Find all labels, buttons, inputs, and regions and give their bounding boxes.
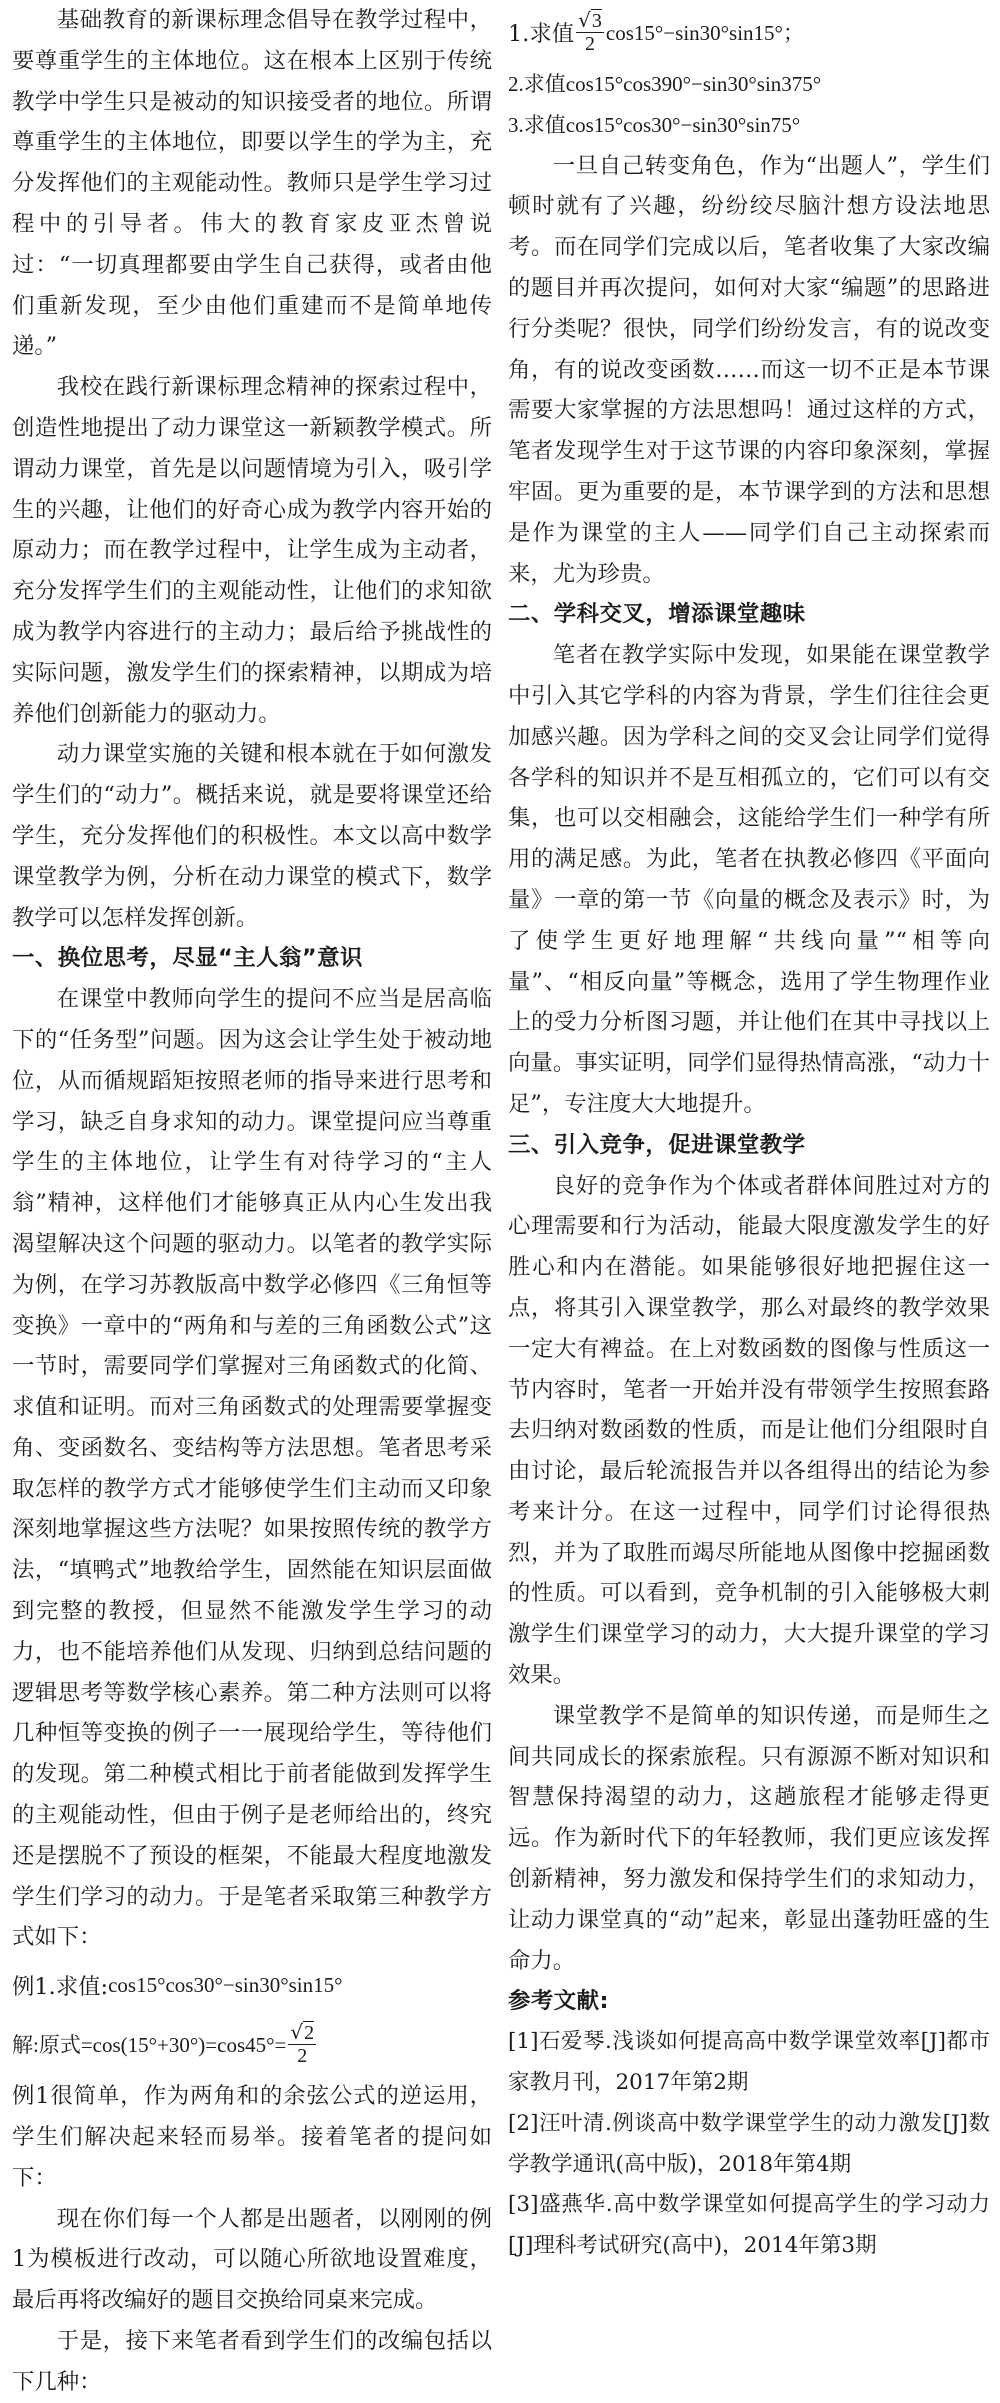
section-heading-3: 三、引入竞争，促进课堂教学 bbox=[508, 1131, 806, 1158]
reference-item: [2]汪叶清.例谈高中数学课堂学生的动力激发[J]数学教学通讯(高中版)，2018年第4期 bbox=[508, 2110, 990, 2177]
example-1-comment: 例1很简单，作为两角和的余弦公式的逆运用，学生们解决起来轻而易举。接着笔者的提问如下： bbox=[12, 2083, 492, 2191]
example-1-solution bbox=[12, 2012, 492, 2076]
example-1-label: 例1.求值: bbox=[12, 1974, 109, 2001]
variant-question-3: 3.求值cos15°cos30°−sin30°sin75° bbox=[508, 112, 801, 137]
references-list bbox=[508, 2022, 990, 2267]
sqrt-icon: √ bbox=[290, 2020, 304, 2045]
dynamic-classroom-paragraph: 我校在践行新课标理念精神的探索过程中，创造性地提出了动力课堂这一新颖教学模式。所谓动力课堂，首先是以问题情境为引入，吸引学生的兴趣，让他们的好奇心成为教学内容开始的原动力；而在教学过程中，让学生成为主动者，充分发挥学生们的主观能动性，让他们的求知欲成为教学内容进行的主动力；最后给予挑战性的实际问题，激发学生们的探索精神，以期成为培养他们创新能力的驱动力。 bbox=[12, 374, 492, 727]
reference-item: [1]石爱琴.浅谈如何提高高中数学课堂效率[J]都市家教月刊，2017年第2期 bbox=[508, 2029, 990, 2096]
section1-paragraph: 在课堂中教师向学生的提问不应当是居高临下的“任务型”问题。因为这会让学生处于被动地位，从而循规蹈矩按照老师的指导来进行思考和学习，缺乏自身求知的动力。课堂提问应当尊重学生的主体地位，让学生有对待学习的“主人翁”精神，这样他们才能够真正从内心生发出我渴望解决这个问题的驱动力。以笔者的教学实际为例，在学习苏教版高中数学必修四《三角恒等变换》一章中的“两角和与差的三角函数公式”这一节时，需要同学们掌握对三角函数式的化简、求值和证明。而对三角函数式的处理需要掌握变角、变函数名、变结构等方法思想。笔者思考采取怎样的教学方式才能够使学生们主动而又印象深刻地掌握这些方法呢？如果按照传统的教学方法，“填鸭式”地教给学生，固然能在知识层面做到完整的教授，但显然不能激发学生学习的动力，也不能培养他们从发现、归纳到总结问题的逻辑思考等数学核心素养。第二种方法则可以将几种恒等变换的例子一一展现给学生，等待他们的发现。第二种模式相比于前者能做到发挥学生的主观能动性，但由于例子是老师给出的，终究还是摆脱不了预设的框架，不能最大程度地激发学生们学习的动力。于是笔者采取第三种教学方式如下： bbox=[12, 986, 492, 1951]
example-1 bbox=[12, 1958, 492, 2012]
solution-numerator: 2 bbox=[304, 2022, 315, 2045]
conclusion-paragraph: 课堂教学不是简单的知识传递，而是师生之间共同成长的探索旅程。只有源源不断对知识和智慧保持渴望的动力，这趟旅程才能够走得更远。作为新时代下的年轻教师，我们更应该发挥创新精神，努力激发和保持学生们的求知动力，让动力课堂真的“动”起来，彰显出蓬勃旺盛的生命力。 bbox=[508, 1702, 990, 1974]
key-motivation-paragraph: 动力课堂实施的关键和根本就在于如何激发学生们的“动力”。概括来说，就是要将课堂还给学生，充分发挥他们的积极性。本文以高中数学课堂教学为例，分析在动力课堂的模式下，数学教学可以怎样发挥创新。 bbox=[12, 741, 492, 931]
variant-1-denominator: 2 bbox=[585, 33, 596, 55]
sqrt-icon: √ bbox=[578, 8, 591, 32]
example-1-expression: cos15°cos30°−sin30°sin15° bbox=[108, 1972, 343, 1997]
left-column bbox=[12, 0, 492, 2403]
section-heading-2: 二、学科交叉，增添课堂趣味 bbox=[508, 601, 806, 628]
sqrt2-over-2-fraction bbox=[288, 2021, 316, 2067]
variant-question-2: 2.求值cos15°cos390°−sin30°sin375° bbox=[508, 72, 822, 96]
solution-text: 解:原式=cos(15°+30°)=cos45°= bbox=[12, 2033, 287, 2058]
reference-item: [3]盛燕华.高中数学课堂如何提高学生的学习动力[J]理科考试研究(高中)，2014年第3期 bbox=[508, 2192, 990, 2259]
right-column bbox=[508, 0, 990, 2267]
intro-paragraph: 基础教育的新课标理念倡导在教学过程中，要尊重学生的主体地位。这在根本上区别于传统教学中学生只是被动的知识接受者的地位。所谓尊重学生的主体地位，即要以学生的学为主，充分发挥他们的主观能动性。教师只是学生学习过程中的引导者。伟大的教育家皮亚杰曾说过：“一切真理都要由学生自己获得，或者由他们重新发现，至少由他们重建而不是简单地传递。” bbox=[12, 7, 492, 360]
section3-paragraph: 良好的竞争作为个体或者群体间胜过对方的心理需要和行为活动，能最大限度激发学生的好胜心和内在潜能。如果能够很好地把握住这一点，将其引入课堂教学，那么对最终的教学效果一定大有裨益。在上对数函数的图像与性质这一节内容时，笔者一开始并没有带领学生按照套路去归纳对数函数的性质，而是让他们分组限时自由讨论，最后轮流报告并以各组得出的结论为参考来计分。在这一过程中，同学们讨论得很热烈，并为了取胜而竭尽所能地从图像中挖掘函数的性质。可以看到，竞争机制的引入能够极大刺激学生们课堂学习的动力，大大提升课堂的学习效果。 bbox=[508, 1172, 990, 1689]
solution-denominator: 2 bbox=[297, 2045, 308, 2068]
section-heading-1: 一、换位思考，尽显“主人翁”意识 bbox=[12, 945, 363, 972]
student-variants-intro: 于是，接下来笔者看到学生们的改编包括以下几种： bbox=[12, 2328, 492, 2395]
question-prompt-paragraph: 现在你们每一个人都是出题者，以刚刚的例1为模板进行改动，可以随心所欲地设置难度，最后再将改编好的题目交换给同桌来完成。 bbox=[12, 2205, 492, 2314]
role-change-paragraph: 一旦自己转变角色，作为“出题人”，学生们顿时就有了兴趣，纷纷绞尽脑汁想方设法地思考。而在同学们完成以后，笔者收集了大家改编的题目并再次提问，如何对大家“编题”的思路进行分类呢？很快，同学们纷纷发言，有的说改变角，有的说改变函数……而这一切不正是本节课需要大家掌握的方法思想吗！通过这样的方式，笔者发现学生对于这节课的内容印象深刻，掌握牢固。更为重要的是，本节课学到的方法和思想是作为课堂的主人——同学们自己主动探索而来，尤为珍贵。 bbox=[508, 152, 990, 587]
variant-1-numerator: 3 bbox=[591, 10, 602, 32]
variant-question-1 bbox=[508, 0, 990, 64]
references-heading: 参考文献: bbox=[508, 1988, 610, 2015]
variant-1-label: 1.求值 bbox=[508, 21, 575, 47]
variant-1-expression: cos15°−sin30°sin15°； bbox=[605, 21, 804, 45]
section2-paragraph: 笔者在教学实际中发现，如果能在课堂教学中引入其它学科的内容为背景，学生们往往会更加感兴趣。因为学科之间的交叉会让同学们觉得各学科的知识并不是互相孤立的，它们可以有交集，也可以交相融会，这能给学生们一种学有所用的满足感。为此，笔者在执教必修四《平面向量》一章的第一节《向量的概念及表示》时，为了使学生更好地理解“共线向量”“相等向量”、“相反向量”等概念，选用了学生物理作业上的受力分析图习题，并让他们在其中寻找以上向量。事实证明，同学们显得热情高涨，“动力十足”，专注度大大地提升。 bbox=[508, 642, 990, 1117]
sqrt3-over-2-fraction bbox=[576, 9, 604, 55]
